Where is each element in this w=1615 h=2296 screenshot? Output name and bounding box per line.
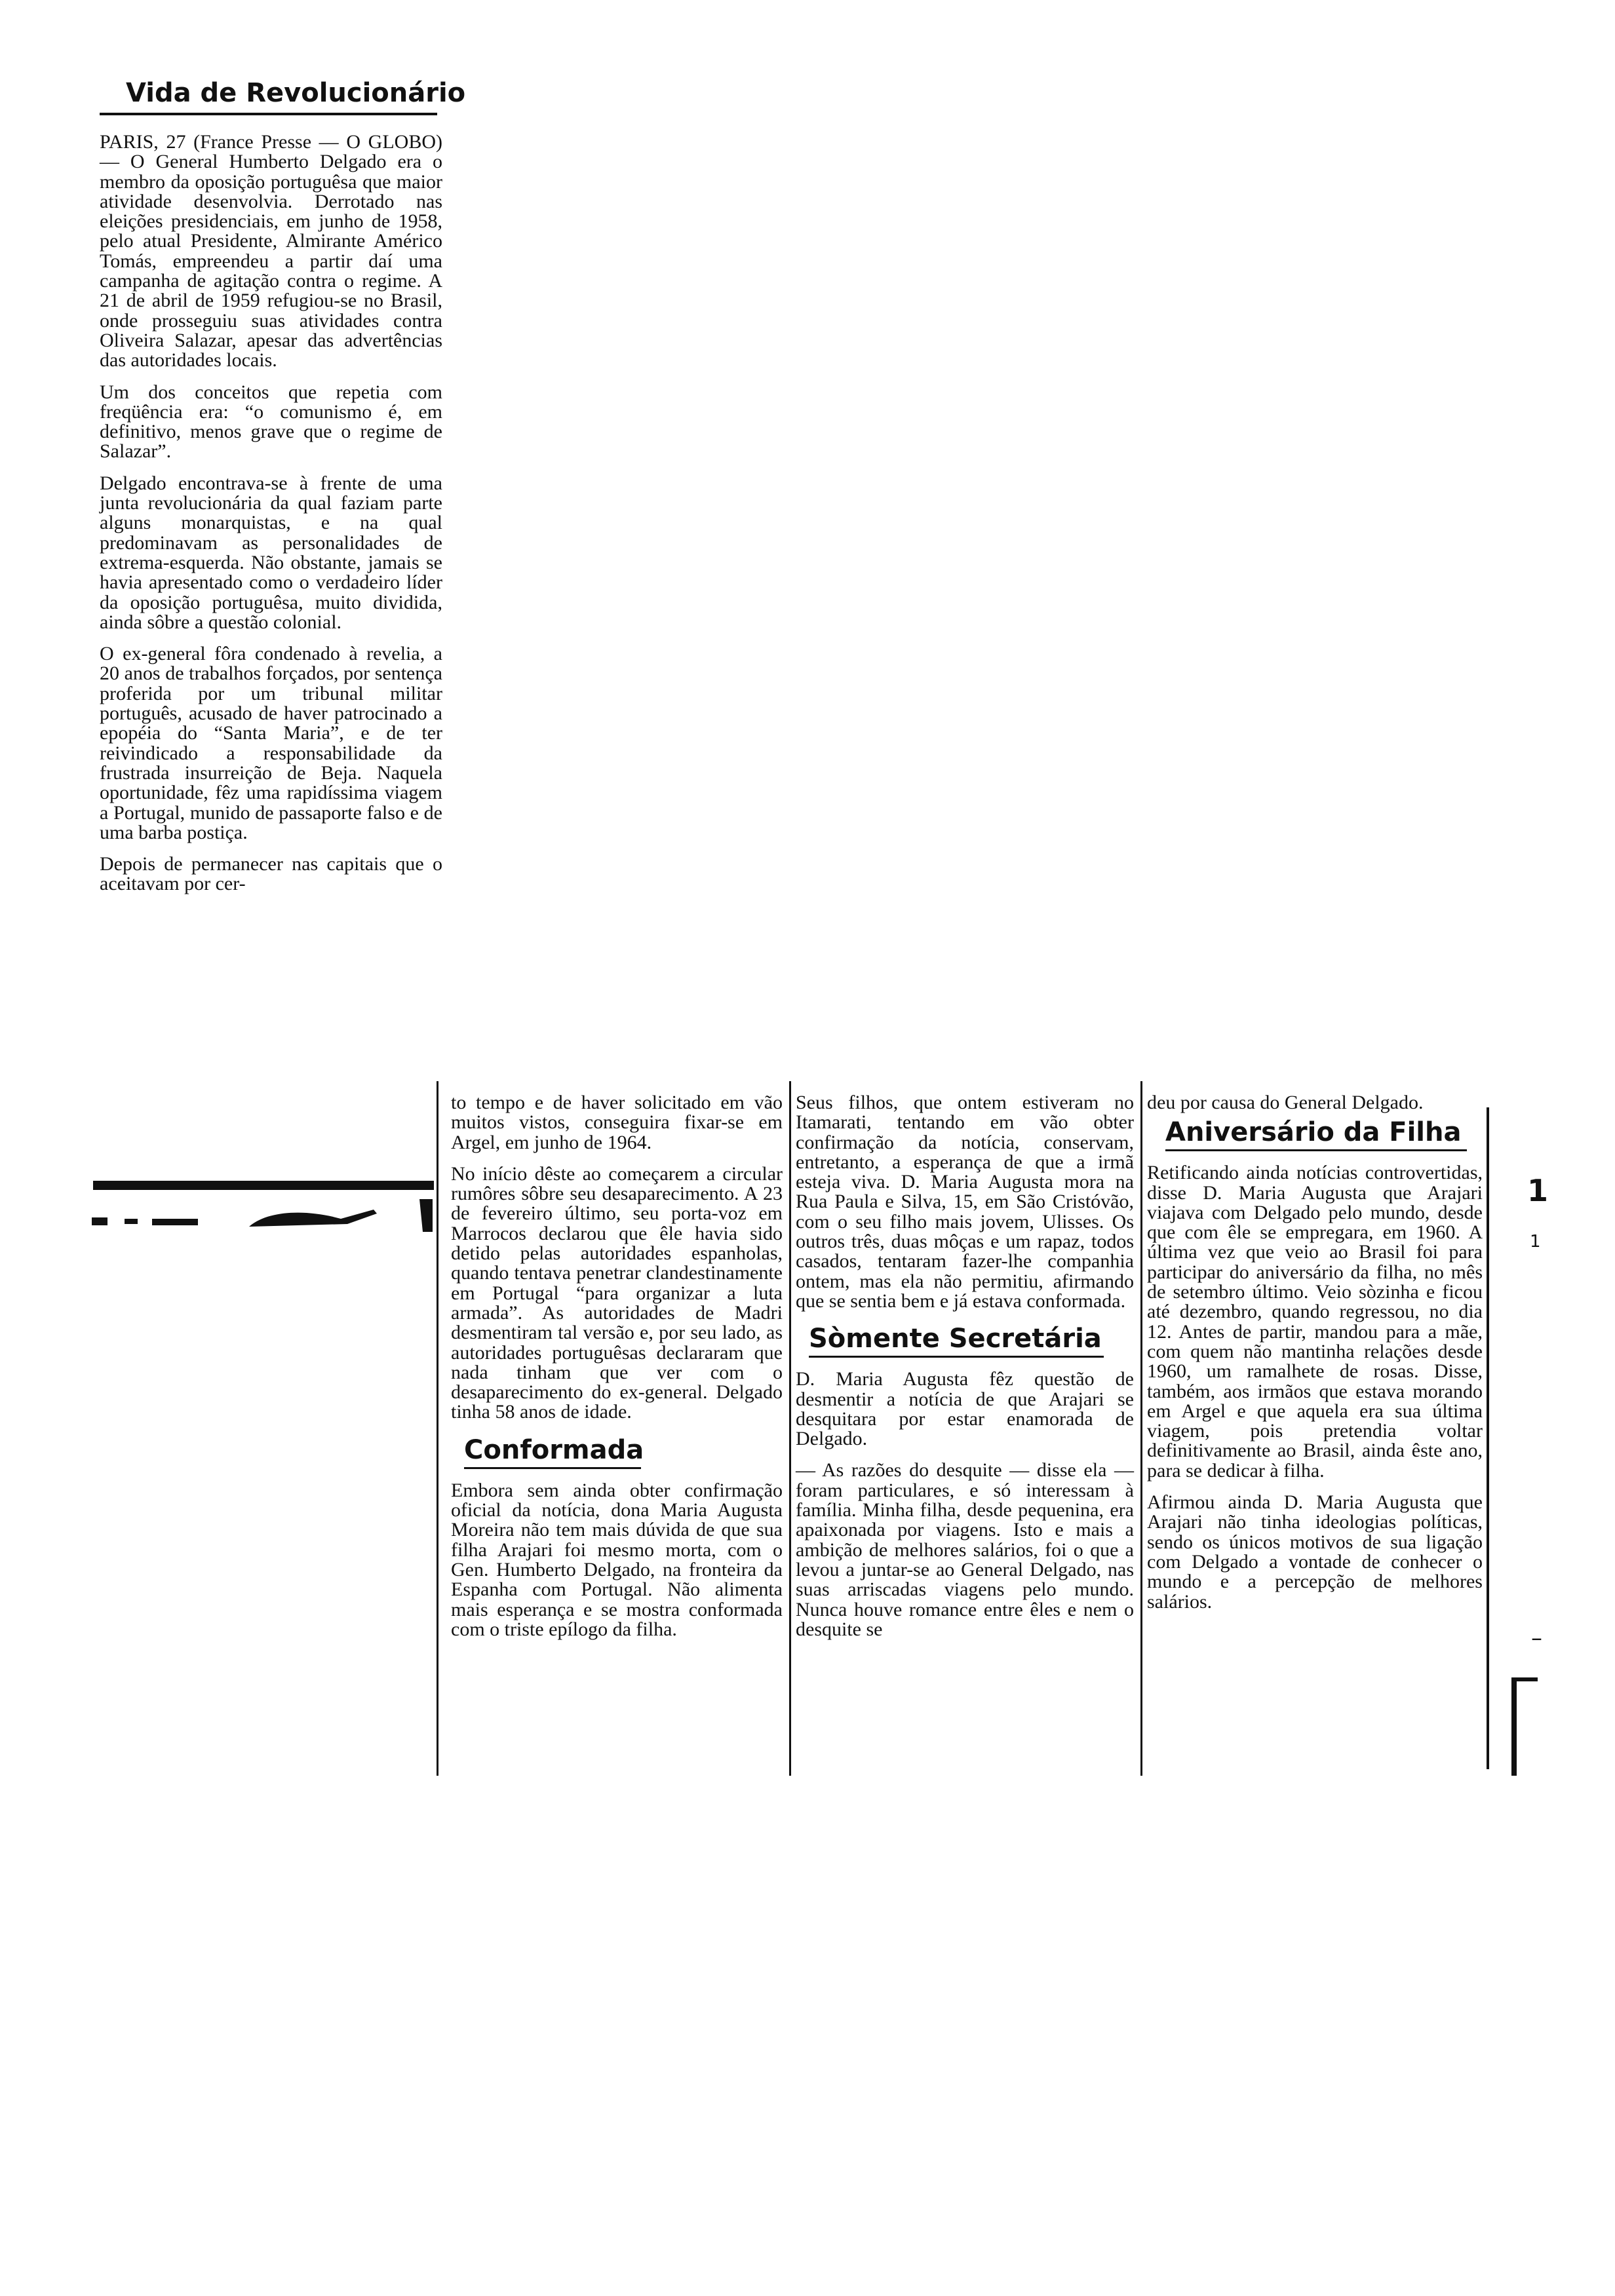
column-separator — [1140, 1081, 1142, 1776]
paragraph: O ex-general fôra condenado à revelia, a 20 anos de trabalhos forçados, por sentença proferida por um tribunal militar português, acusado de haver patrocinado a epopéia do “Santa Maria”, e de ter reivindicado a responsabilidade da frustrada insurreição de Beja. Naquela oportunidade, fêz uma rapidíssima viagem a Portugal, munido de passaporte falso e de uma barba postiça. — [100, 643, 442, 843]
margin-bracket-top — [1511, 1677, 1538, 1681]
subheading-somente-secretaria: Sòmente Secretária — [809, 1324, 1102, 1354]
column-separator — [437, 1081, 438, 1776]
column-3 — [796, 1093, 1134, 1651]
margin-bracket — [1511, 1677, 1517, 1776]
paragraph: D. Maria Augusta fêz questão de desmentir a notícia de que Arajari se desquitara por estar enamorada de Delgado. — [796, 1368, 1134, 1450]
paragraph: to tempo e de haver solicitado em vão muitos vistos, conseguira fixar-se em Argel, em junho de 1964. — [451, 1092, 783, 1153]
paragraph: Seus filhos, que ontem estiveram no Itamarati, tentando em vão obter confirmação da notícia, conservam, entretanto, a esperança de que a irmã esteja viva. D. Maria Augusta mora na Rua Paula e Silva, 15, em São Cristóvão, com o seu filho mais jovem, Ulisses. Os outros três, duas môças e um rapaz, todos casados, tentaram fazer-lhe companhia ontem, mas ela não permitiu, afirmando que se sentia bem e já estava conformada. — [796, 1092, 1134, 1312]
paragraph: Embora sem ainda obter confirmação oficial da notícia, dona Maria Augusta Moreira não tem mais dúvida de que sua filha Arajari foi mesmo morta, com o Gen. Humberto Delgado, na fronteira da Espanha com Portugal. Não alimenta mais esperança e se mostra conformada com o triste epílogo da filha. — [451, 1479, 783, 1640]
subheading-rule — [464, 1467, 641, 1469]
paragraph: deu por causa do General Delgado. — [1147, 1092, 1424, 1113]
paragraph: Um dos conceitos que repetia com freqüência era: “o comunismo é, em definitivo, menos grave que o regime de Salazar”. — [100, 381, 442, 463]
column-separator — [789, 1081, 791, 1776]
subheading-aniversario-da-filha: Aniversário da Filha — [1165, 1117, 1462, 1148]
paragraph: Depois de permanecer nas capitais que o aceitavam por cer- — [100, 853, 442, 895]
subheading-rule — [809, 1356, 1104, 1358]
subheading-conformada: Conformada — [464, 1434, 644, 1465]
cut-graphic-bar — [93, 1181, 434, 1190]
cut-graphic-fragment — [92, 1193, 446, 1238]
paragraph: Afirmou ainda D. Maria Augusta que Arajari não tinha ideologias políticas, sendo os únicos motivos de sua ligação com Delgado a vontade de conhecer o mundo e a percepção de melhores salários. — [1147, 1491, 1483, 1613]
margin-mark: 1 — [1527, 1173, 1549, 1208]
paragraph: PARIS, 27 (France Presse — O GLOBO) — O General Humberto Delgado era o membro da oposição portuguêsa que maior atividade desenvolvia. Derrotado nas eleições presidenciais, em junho de 1958, pelo atual Presidente, Almirante Américo Tomás, empreendeu a partir daí uma campanha de agitação contra o regime. A 21 de abril de 1959 refugiou-se no Brasil, onde prosseguiu suas atividades contra Oliveira Salazar, apesar das advertências das autoridades locais. — [100, 131, 442, 372]
paragraph: Retificando ainda notícias controvertidas, disse D. Maria Augusta que Arajari viajava com Delgado pelo mundo, desde que com êle se empregara, em 1960. A última vez que veio ao Brasil foi para participar do aniversário da filha, no mês de setembro último. Veio sòzinha e ficou até dezembro, quando regressou, no dia 12. Antes de partir, mandou para a mãe, com quem não mantinha relações desde 1960, um ramalhete de rosas. Disse, também, aos irmãos que estava morando em Argel e que aquela era sua última viagem, pois pretendia voltar definitivamente ao Brasil, ainda êste ano, para se dedicar à filha. — [1147, 1162, 1483, 1482]
margin-mark: – — [1531, 1625, 1542, 1651]
paragraph: No início dêste ao começarem a circular rumôres sôbre seu desaparecimento. A 23 de fevereiro último, seu porta-voz em Marrocos declarou que êle havia sido detido pelas autoridades espanholas, quando tentava penetrar clandestinamente em Portugal “para organizar a luta armada”. As autoridades de Madri desmentiram tal versão e, por seu lado, as autoridades portuguêsas declararam que nada tinham que ver com o desaparecimento do ex-general. Delgado tinha 58 anos de idade. — [451, 1162, 783, 1423]
subheading-rule — [1165, 1149, 1467, 1151]
heading-vida-de-revolucionario: Vida de Revolucionário — [126, 78, 466, 108]
column-4 — [1147, 1093, 1483, 1624]
margin-mark: 1 — [1530, 1232, 1541, 1252]
paragraph: Delgado encontrava-se à frente de uma junta revolucionária da qual faziam parte alguns monarquistas, e na qual predominavam as personalidades de extrema-esquerda. Não obstante, jamais se havia apresentado como o verdadeiro líder da oposição portuguêsa, muito dividida, ainda sôbre a questão colonial. — [100, 472, 442, 633]
column-1 — [100, 77, 466, 906]
paragraph: — As razões do desquite — disse ela — foram particulares, e só interessam à família. Minha filha, desde pequenina, era apaixonada por viagens. Isto e mais a ambição de melhores salários, foi o que a levou a juntar-se ao General Delgado, nas suas arriscadas viagens pelo mundo. Nunca houve romance entre êles e nem o desquite se — [796, 1459, 1134, 1640]
column-2 — [451, 1093, 783, 1651]
heading-rule — [100, 113, 437, 115]
margin-bar — [1487, 1107, 1489, 1769]
